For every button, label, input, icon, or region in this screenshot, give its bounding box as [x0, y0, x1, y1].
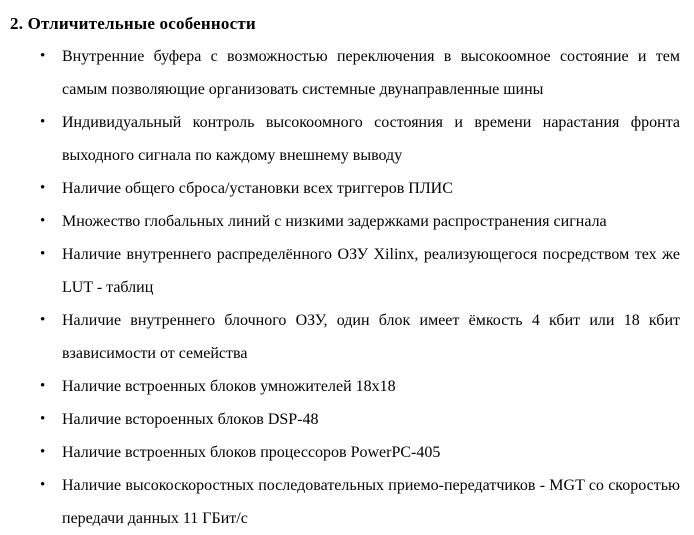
- list-item-text: Наличие внутреннего блочного ОЗУ, один блок имеет ёмкость 4 кбит или 18 кбит взависимости от семейства: [62, 312, 680, 362]
- list-item: [10, 238, 680, 304]
- list-item-text: Наличие высокоскоростных последовательных приемо-передатчиков - MGT со скоростью передачи данных 11 ГБит/с: [62, 477, 680, 527]
- list-item-text: Множество глобальных линий с низкими задержками распространения сигнала: [62, 213, 607, 230]
- bullet-icon: •: [40, 246, 46, 262]
- list-item-text: Наличие общего сброса/установки всех триггеров ПЛИС: [62, 180, 453, 197]
- bullet-icon: •: [40, 378, 46, 394]
- section-heading: 2. Отличительные особенности: [10, 14, 256, 33]
- list-item: [10, 106, 680, 172]
- bullet-icon: •: [40, 48, 46, 64]
- bullet-icon: •: [40, 312, 46, 328]
- bullet-icon: •: [40, 180, 46, 196]
- bullet-icon: •: [40, 213, 46, 229]
- list-item-text: Наличие встроенных блоков процессоров PowerPC-405: [62, 444, 441, 461]
- bullet-icon: •: [40, 477, 46, 493]
- feature-list: [10, 40, 680, 535]
- bullet-icon: •: [40, 114, 46, 130]
- list-item-text: Наличие встороенных блоков DSP-48: [62, 411, 319, 428]
- list-item-text: Внутренние буфера с возможностью переключения в высокоомное состояние и тем самым позволяющие организовать системные двунаправленные шины: [62, 48, 680, 98]
- list-item: [10, 370, 680, 403]
- list-item: [10, 205, 680, 238]
- bullet-icon: •: [40, 444, 46, 460]
- bullet-icon: •: [40, 411, 46, 427]
- list-item: [10, 304, 680, 370]
- list-item-text: Индивидуальный контроль высокоомного состояния и времени нарастания фронта выходного сигнала по каждому внешнему выводу: [62, 114, 680, 164]
- list-item-text: Наличие встроенных блоков умножителей 18х18: [62, 378, 396, 395]
- list-item: [10, 469, 680, 535]
- list-item: [10, 40, 680, 106]
- list-item: [10, 172, 680, 205]
- list-item-text: Наличие внутреннего распределённого ОЗУ Xilinx, реализующегося посредством тех же LUT - таблиц: [62, 246, 680, 296]
- list-item: [10, 403, 680, 436]
- list-item: [10, 436, 680, 469]
